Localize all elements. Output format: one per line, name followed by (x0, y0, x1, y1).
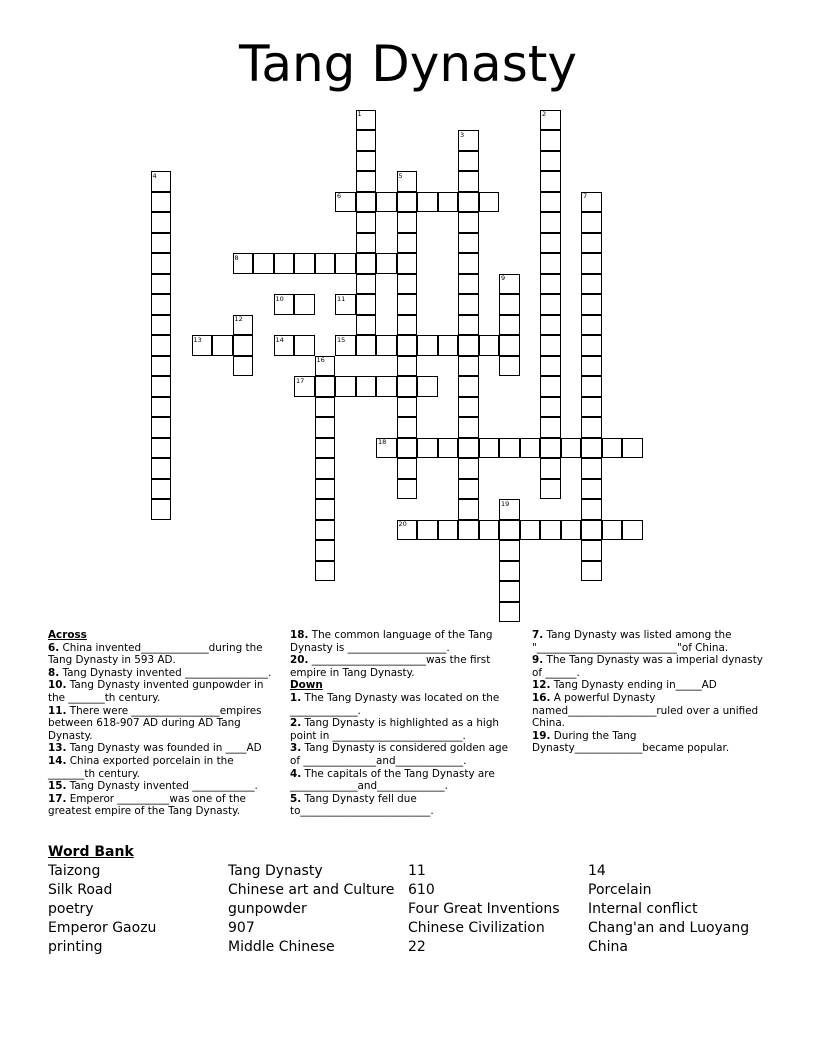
clue-number-label: 14. (48, 754, 67, 767)
clue-text: ______________________was the first empire in Tang Dynasty. (290, 654, 491, 679)
grid-cell[interactable] (581, 438, 602, 459)
word-bank-item: Porcelain (588, 882, 652, 898)
clue-number: 14 (275, 335, 284, 344)
clue-number: 18 (378, 438, 387, 446)
clue-number-label: 1. (290, 691, 302, 704)
grid-cell[interactable] (376, 192, 397, 213)
grid-cell[interactable] (397, 479, 418, 500)
grid-cell[interactable] (458, 151, 479, 172)
grid-cell[interactable] (151, 479, 172, 500)
grid-cell[interactable] (397, 171, 418, 192)
clue-number: 13 (193, 335, 202, 344)
grid-cell[interactable] (540, 376, 561, 397)
down-clues (290, 629, 515, 818)
grid-cell[interactable] (581, 561, 602, 582)
word-bank-item: Chang'an and Luoyang (588, 920, 750, 936)
grid-cell[interactable] (294, 335, 315, 356)
word-bank-item: Chinese Civilization (408, 920, 545, 936)
word-bank-item: China (588, 939, 628, 955)
grid-cell[interactable] (417, 376, 438, 397)
grid-cell[interactable] (417, 192, 438, 213)
grid-cell[interactable] (499, 561, 520, 582)
grid-cell[interactable] (458, 438, 479, 459)
grid-cell[interactable] (315, 499, 336, 520)
grid-cell[interactable] (397, 520, 418, 541)
grid-cell[interactable] (499, 499, 520, 520)
grid-cell[interactable] (397, 397, 418, 418)
grid-cell[interactable] (356, 151, 377, 172)
grid-cell[interactable] (151, 356, 172, 377)
grid-cell[interactable] (540, 315, 561, 336)
grid-cell[interactable] (581, 376, 602, 397)
grid-cell[interactable] (233, 335, 254, 356)
grid-cell[interactable] (458, 315, 479, 336)
grid-cell[interactable] (499, 520, 520, 541)
grid-cell[interactable] (581, 212, 602, 233)
down-clue (532, 629, 764, 654)
grid-cell[interactable] (479, 438, 500, 459)
word-bank-item: 11 (408, 863, 426, 879)
grid-cell[interactable] (520, 520, 541, 541)
grid-cell[interactable] (581, 520, 602, 541)
grid-cell[interactable] (151, 417, 172, 438)
clue-text: The capitals of the Tang Dynasty are _____________and_____________. (290, 767, 495, 793)
down-clue (532, 679, 764, 692)
grid-cell[interactable] (540, 520, 561, 541)
grid-cell[interactable] (458, 130, 479, 151)
down-clues-continued (532, 629, 764, 755)
grid-cell[interactable] (151, 499, 172, 520)
clue-text: Tang Dynasty fell due to_________________________. (290, 792, 434, 818)
grid-cell[interactable] (540, 479, 561, 500)
clue-number-label: 15. (48, 780, 67, 793)
clue-number: 15 (337, 335, 346, 344)
clue-number-label: 12. (532, 679, 551, 692)
grid-cell[interactable] (356, 294, 377, 315)
grid-cell[interactable] (376, 376, 397, 397)
grid-cell[interactable] (356, 212, 377, 233)
grid-cell[interactable] (540, 417, 561, 438)
word-bank-item: Internal conflict (588, 901, 698, 917)
grid-cell[interactable] (315, 397, 336, 418)
clue-text: Tang Dynasty ending in_____AD (553, 679, 717, 692)
grid-cell[interactable] (540, 130, 561, 151)
clue-text: Emperor __________was one of the greatest empire of the Tang Dynasty. (48, 792, 246, 818)
grid-cell[interactable] (397, 212, 418, 233)
clue-number-label: 7. (532, 629, 544, 641)
grid-cell[interactable] (315, 376, 336, 397)
grid-cell[interactable] (581, 315, 602, 336)
grid-cell[interactable] (581, 479, 602, 500)
clue-number: 10 (275, 294, 284, 303)
clue-number-label: 19. (532, 729, 551, 742)
grid-cell[interactable] (458, 233, 479, 254)
clue-text: Tang Dynasty invented ________________. (62, 666, 272, 679)
grid-cell[interactable] (356, 171, 377, 192)
grid-cell[interactable] (151, 315, 172, 336)
down-clue (290, 717, 515, 742)
grid-cell[interactable] (438, 335, 459, 356)
grid-cell[interactable] (458, 499, 479, 520)
clue-number: 2 (542, 110, 547, 118)
across-clues (48, 629, 280, 818)
grid-cell[interactable] (356, 130, 377, 151)
clue-number-label: 18. (290, 629, 309, 641)
grid-cell[interactable] (581, 335, 602, 356)
grid-cell[interactable] (540, 438, 561, 459)
grid-cell[interactable] (233, 356, 254, 377)
grid-cell[interactable] (233, 253, 254, 274)
across-clue (290, 654, 515, 679)
clue-number-label: 9. (532, 654, 544, 667)
grid-cell[interactable] (315, 438, 336, 459)
across-clue (48, 780, 280, 793)
grid-cell[interactable] (458, 458, 479, 479)
grid-cell[interactable] (397, 438, 418, 459)
clue-number-label: 4. (290, 767, 302, 780)
grid-cell[interactable] (458, 253, 479, 274)
clue-text: Tang Dynasty is highlighted as a high point in _________________________. (290, 717, 500, 742)
clue-number-label: 11. (48, 704, 67, 717)
grid-cell[interactable] (233, 315, 254, 336)
grid-cell[interactable] (192, 335, 213, 356)
across-heading: Across (48, 629, 87, 641)
clue-text: Tang Dynasty is considered golden age of ______________and_____________. (290, 742, 508, 767)
clue-number-label: 10. (48, 679, 67, 692)
clue-number: 8 (234, 253, 239, 262)
grid-cell[interactable] (274, 253, 295, 274)
grid-cell[interactable] (540, 192, 561, 213)
clue-number: 6 (337, 192, 342, 200)
grid-cell[interactable] (540, 212, 561, 233)
grid-cell[interactable] (438, 192, 459, 213)
grid-cell[interactable] (499, 274, 520, 295)
clue-number: 17 (296, 376, 305, 385)
clue-text: There were _________________empires between 618-907 AD during AD Tang Dynasty. (48, 704, 262, 742)
grid-cell[interactable] (479, 192, 500, 213)
grid-cell[interactable] (315, 540, 336, 561)
clue-text: During the Tang Dynasty_____________became popular. (532, 729, 730, 755)
down-clue (290, 768, 515, 793)
grid-cell[interactable] (315, 520, 336, 541)
clue-number-label: 3. (290, 742, 302, 755)
clue-text: Tang Dynasty invented ____________. (69, 780, 258, 793)
across-clue (48, 755, 280, 780)
clue-number: 9 (501, 274, 506, 282)
grid-cell[interactable] (294, 253, 315, 274)
clue-number: 4 (152, 171, 157, 180)
grid-cell[interactable] (151, 233, 172, 254)
grid-cell[interactable] (417, 335, 438, 356)
grid-cell[interactable] (212, 335, 233, 356)
grid-cell[interactable] (335, 253, 356, 274)
grid-cell[interactable] (294, 294, 315, 315)
down-clue (532, 692, 764, 730)
grid-cell[interactable] (151, 335, 172, 356)
down-clue (532, 654, 764, 679)
clue-number-label: 2. (290, 717, 302, 730)
down-heading: Down (290, 679, 323, 692)
grid-cell[interactable] (458, 479, 479, 500)
grid-cell[interactable] (458, 294, 479, 315)
clue-text: China exported porcelain in the _______th century. (48, 754, 234, 780)
grid-cell[interactable] (315, 356, 336, 377)
clue-text: Tang Dynasty was founded in ____AD (69, 742, 262, 755)
grid-cell[interactable] (458, 212, 479, 233)
grid-cell[interactable] (151, 376, 172, 397)
grid-cell[interactable] (438, 520, 459, 541)
grid-cell[interactable] (540, 233, 561, 254)
grid-cell[interactable] (417, 520, 438, 541)
grid-cell[interactable] (356, 192, 377, 213)
grid-cell[interactable] (540, 335, 561, 356)
word-bank-item: Tang Dynasty (228, 863, 323, 879)
clue-number: 1 (357, 110, 362, 118)
clue-text: Tang Dynasty was listed among the "___________________________"of China. (532, 629, 732, 654)
word-bank-item: Emperor Gaozu (48, 920, 157, 936)
grid-cell[interactable] (540, 274, 561, 295)
grid-cell[interactable] (499, 356, 520, 377)
grid-cell[interactable] (581, 540, 602, 561)
across-clue (290, 629, 515, 654)
grid-cell[interactable] (151, 438, 172, 459)
word-bank-item: 14 (588, 863, 606, 879)
across-clue (48, 793, 280, 818)
grid-cell[interactable] (151, 458, 172, 479)
grid-cell[interactable] (479, 520, 500, 541)
across-clue (48, 679, 280, 704)
word-bank-heading: Word Bank (48, 844, 134, 860)
grid-cell[interactable] (397, 376, 418, 397)
down-clue (532, 730, 764, 755)
grid-cell[interactable] (540, 151, 561, 172)
grid-cell[interactable] (581, 417, 602, 438)
clue-number-label: 5. (290, 792, 302, 805)
grid-cell[interactable] (581, 397, 602, 418)
grid-cell[interactable] (151, 171, 172, 192)
grid-cell[interactable] (499, 602, 520, 623)
grid-cell[interactable] (540, 356, 561, 377)
grid-cell[interactable] (458, 171, 479, 192)
grid-cell[interactable] (499, 315, 520, 336)
clue-number-label: 17. (48, 792, 67, 805)
grid-cell[interactable] (581, 458, 602, 479)
grid-cell[interactable] (397, 417, 418, 438)
grid-cell[interactable] (520, 438, 541, 459)
grid-cell[interactable] (581, 356, 602, 377)
grid-cell[interactable] (315, 458, 336, 479)
grid-cell[interactable] (581, 294, 602, 315)
grid-cell[interactable] (602, 438, 623, 459)
grid-cell[interactable] (151, 397, 172, 418)
clue-text: The Tang Dynasty was located on the _____________. (290, 691, 500, 717)
grid-cell[interactable] (356, 335, 377, 356)
across-clue (48, 667, 280, 680)
grid-cell[interactable] (622, 438, 643, 459)
grid-cell[interactable] (602, 520, 623, 541)
grid-cell[interactable] (335, 335, 356, 356)
grid-cell[interactable] (499, 294, 520, 315)
grid-cell[interactable] (356, 274, 377, 295)
clue-number: 5 (398, 171, 403, 180)
word-bank-item: Silk Road (48, 882, 113, 898)
grid-cell[interactable] (581, 192, 602, 213)
grid-cell[interactable] (315, 561, 336, 582)
puzzle-title: Tang Dynasty (239, 35, 577, 93)
grid-cell[interactable] (335, 294, 356, 315)
grid-cell[interactable] (151, 192, 172, 213)
grid-cell[interactable] (581, 253, 602, 274)
across-clue (48, 742, 280, 755)
word-bank-item: Taizong (48, 863, 101, 879)
grid-cell[interactable] (397, 458, 418, 479)
grid-cell[interactable] (540, 458, 561, 479)
grid-cell[interactable] (274, 294, 295, 315)
clue-number-label: 8. (48, 666, 60, 679)
grid-cell[interactable] (376, 438, 397, 459)
grid-cell[interactable] (581, 233, 602, 254)
clue-text: China invented_____________during the Tang Dynasty in 593 AD. (48, 641, 263, 667)
grid-cell[interactable] (458, 376, 479, 397)
grid-cell[interactable] (458, 397, 479, 418)
word-bank-item: 907 (228, 920, 255, 936)
word-bank-item: poetry (48, 901, 94, 917)
word-bank-item: printing (48, 939, 103, 955)
word-bank-item: Chinese art and Culture (228, 882, 395, 898)
grid-cell[interactable] (540, 397, 561, 418)
grid-cell[interactable] (397, 192, 418, 213)
grid-cell[interactable] (397, 315, 418, 336)
grid-cell[interactable] (479, 335, 500, 356)
grid-cell[interactable] (253, 253, 274, 274)
down-clue (290, 793, 515, 818)
grid-cell[interactable] (397, 233, 418, 254)
grid-cell[interactable] (397, 356, 418, 377)
grid-cell[interactable] (540, 253, 561, 274)
grid-cell[interactable] (151, 274, 172, 295)
word-bank-item: 610 (408, 882, 435, 898)
grid-cell[interactable] (458, 520, 479, 541)
clue-number: 11 (337, 294, 346, 303)
grid-cell[interactable] (458, 356, 479, 377)
grid-cell[interactable] (499, 335, 520, 356)
grid-cell[interactable] (315, 417, 336, 438)
clue-number: 16 (316, 356, 325, 364)
clue-number-label: 13. (48, 742, 67, 755)
clue-number: 12 (234, 315, 243, 323)
across-clue (48, 642, 280, 667)
grid-cell[interactable] (458, 274, 479, 295)
grid-cell[interactable] (499, 540, 520, 561)
grid-cell[interactable] (397, 294, 418, 315)
clue-number: 3 (460, 130, 465, 139)
down-clue (290, 742, 515, 767)
grid-cell[interactable] (356, 233, 377, 254)
grid-cell[interactable] (499, 581, 520, 602)
grid-cell[interactable] (458, 335, 479, 356)
grid-cell[interactable] (397, 253, 418, 274)
grid-cell[interactable] (356, 253, 377, 274)
grid-cell[interactable] (397, 335, 418, 356)
clue-number: 7 (583, 192, 588, 200)
grid-cell[interactable] (561, 438, 582, 459)
grid-cell[interactable] (417, 438, 438, 459)
grid-cell[interactable] (540, 294, 561, 315)
grid-cell[interactable] (356, 315, 377, 336)
grid-cell[interactable] (356, 110, 377, 131)
grid-cell[interactable] (335, 192, 356, 213)
word-bank-item: 22 (408, 939, 426, 955)
grid-cell[interactable] (376, 335, 397, 356)
clue-text: Tang Dynasty invented gunpowder in the _______th century. (48, 679, 264, 704)
clue-number: 19 (501, 499, 510, 508)
clue-text: The Tang Dynasty was a imperial dynasty of ______. (532, 654, 763, 679)
grid-cell[interactable] (356, 376, 377, 397)
grid-cell[interactable] (151, 253, 172, 274)
grid-cell[interactable] (581, 274, 602, 295)
down-clue (290, 692, 515, 717)
clue-text: The common language of the Tang Dynasty is ___________________. (290, 629, 493, 654)
grid-cell[interactable] (499, 438, 520, 459)
grid-cell[interactable] (458, 192, 479, 213)
grid-cell[interactable] (622, 520, 643, 541)
grid-cell[interactable] (315, 479, 336, 500)
grid-cell[interactable] (540, 171, 561, 192)
grid-cell[interactable] (458, 417, 479, 438)
clue-number-label: 16. (532, 691, 551, 704)
grid-cell[interactable] (581, 499, 602, 520)
word-bank-item: Middle Chinese (228, 939, 335, 955)
grid-cell[interactable] (376, 253, 397, 274)
clue-number-label: 6. (48, 641, 60, 654)
grid-cell[interactable] (438, 438, 459, 459)
grid-cell[interactable] (397, 274, 418, 295)
word-bank-item: gunpowder (228, 901, 307, 917)
across-clue (48, 705, 280, 743)
grid-cell[interactable] (315, 253, 336, 274)
grid-cell[interactable] (561, 520, 582, 541)
clue-number-label: 20. (290, 654, 309, 667)
grid-cell[interactable] (540, 110, 561, 131)
grid-cell[interactable] (294, 376, 315, 397)
grid-cell[interactable] (151, 212, 172, 233)
word-bank-item: Four Great Inventions (408, 901, 560, 917)
grid-cell[interactable] (335, 376, 356, 397)
clue-number: 20 (398, 520, 407, 528)
grid-cell[interactable] (274, 335, 295, 356)
grid-cell[interactable] (151, 294, 172, 315)
clue-text: A powerful Dynasty named_________________ruled over a unified China. (532, 691, 759, 730)
